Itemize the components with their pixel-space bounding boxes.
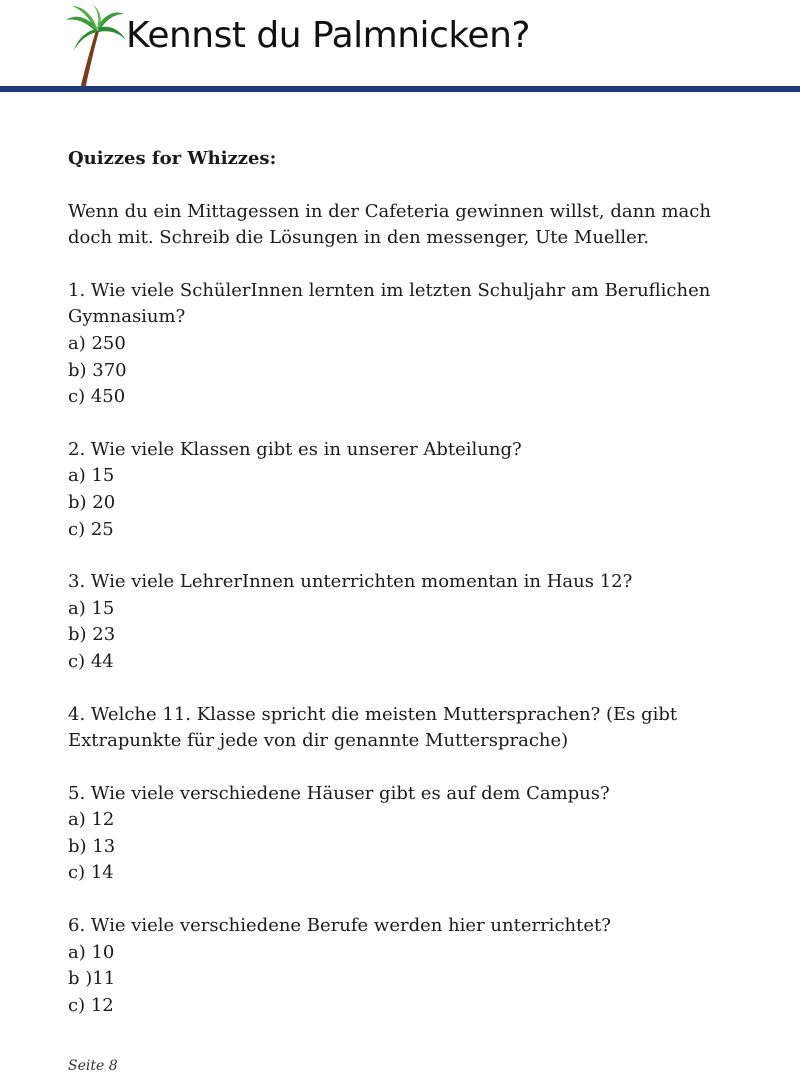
question-text: 6. Wie viele verschiedene Berufe werden hier unterrichtet? (68, 915, 611, 937)
answer-option: b) 20 (68, 491, 116, 513)
quiz-intro: Wenn du ein Mittagessen in der Cafeteria gewinnen willst, dann mach doch mit. Schreib die Lösungen in den messenger, Ute Mueller. (68, 200, 711, 249)
question-2 (68, 437, 748, 543)
page-number: Seite 8 (68, 1058, 118, 1074)
answer-option: c) 25 (68, 518, 114, 540)
question-3 (68, 569, 748, 675)
question-text: 5. Wie viele verschiedene Häuser gibt es auf dem Campus? (68, 782, 610, 804)
question-1 (68, 278, 748, 411)
page-title: Kennst du Palmnicken? (126, 15, 530, 56)
quiz-heading: Quizzes for Whizzes: (68, 148, 277, 169)
answer-option: a) 10 (68, 941, 115, 963)
answer-option: b )11 (68, 968, 116, 990)
question-4 (68, 702, 748, 755)
question-6 (68, 913, 748, 1019)
answer-option: c) 44 (68, 650, 114, 672)
answer-option: a) 250 (68, 332, 126, 354)
answer-option: b) 370 (68, 359, 127, 381)
answer-option: a) 12 (68, 809, 115, 831)
quiz-content (68, 146, 748, 1045)
question-text: 2. Wie viele Klassen gibt es in unserer Abteilung? (68, 438, 522, 460)
question-text: 1. Wie viele SchülerInnen lernten im letzten Schuljahr am Beruflichen Gymnasium? (68, 279, 711, 328)
answer-option: c) 14 (68, 862, 114, 884)
question-text: 3. Wie viele LehrerInnen unterrichten momentan in Haus 12? (68, 571, 633, 593)
header-divider (0, 86, 800, 92)
answer-option: c) 450 (68, 386, 126, 408)
question-5 (68, 781, 748, 887)
answer-option: a) 15 (68, 597, 115, 619)
page-header (0, 0, 800, 96)
palm-tree-icon (62, 4, 128, 92)
answer-option: b) 13 (68, 835, 116, 857)
question-text: 4. Welche 11. Klasse spricht die meisten Muttersprachen? (Es gibt Extrapunkte für jede von dir genannte Muttersprache) (68, 703, 678, 752)
answer-option: a) 15 (68, 465, 115, 487)
answer-option: c) 12 (68, 994, 114, 1016)
answer-option: b) 23 (68, 624, 116, 646)
